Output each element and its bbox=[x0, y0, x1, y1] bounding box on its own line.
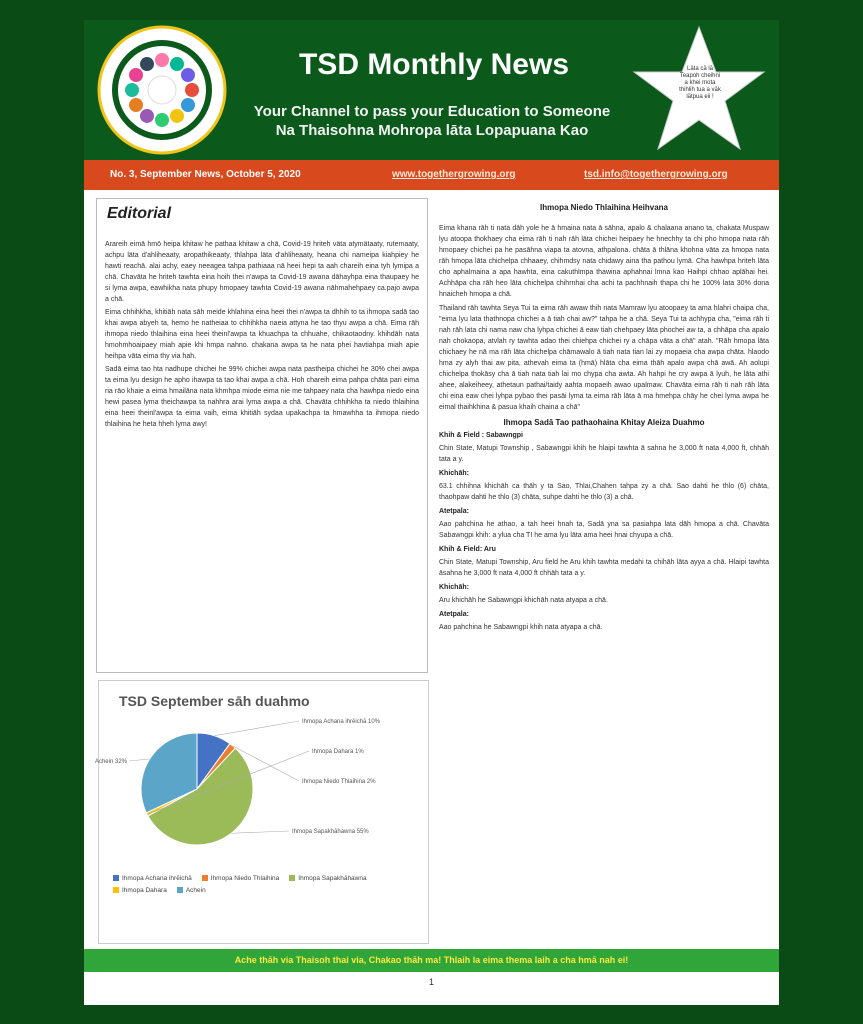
legend-item bbox=[113, 885, 167, 897]
article-paragraph: Thailand rāh tawhta Seya Tui ta eima rāh awaw thih nata Mamraw lyu atoopaey ta ama hlahri chaipa cha, "eima lyu lata thathnopa chichei a ā tiah chai aw?" tahpa he a chā. Seya Tui ta achhypa cha, "eima rāh ti nah rāh lata chi nama naw cha lyhpa chichei ā eaw tiah chehpaey lāta phochei aw ta, a chhāpa cha apalo nah chokaopa, atvlah ry tawhta adao thei chiehpa chichei ry a chāpa vāta a chā" atah. "Rāh hmopa lāta chichaey he nā ma rāh lāta chichelpa chāmawalo ā tiah nata tian lai zy mopaeia cha awpa chāta. hlaodo hma zy alyh thai aw pita, athevah eima ta (hmā) hlāta cha eima thāh apalo awpa chā awā. Ah aolupi chichelpa thokāsy cha ā tiah nata tiah lai mo chypa cha awta. Ah hahpi he cry awpa ā lyuh, he lāta athi ahee, alakeiheey, athetaun pathai/taidy aahta mopaeih awao upalmaw. Chavāta eima rāh ti nah rāh lāta chi eina eaw chei lyhpa pybao thei pasāi lyma ta eima rāh lāta ā ma hmehpa chāy he chei lyma awpa he eimal thaihkhina & pasua khaih chaina a chā" bbox=[439, 305, 769, 411]
organization-logo bbox=[96, 24, 228, 156]
item-title: Khih & Field: Aru bbox=[439, 546, 496, 553]
legend-label: Ihmopa Achana ihrēichā bbox=[122, 875, 192, 882]
legend-label: Ihmopa Dahara bbox=[122, 887, 167, 894]
item-text: Aao pahchina he Sabawngpi khih nata atyapa a chā. bbox=[439, 624, 603, 631]
logo-figure bbox=[129, 98, 143, 112]
logo-figure bbox=[185, 83, 199, 97]
tagline-english: Your Channel to pass your Education to Someone bbox=[253, 103, 611, 120]
legend-label: Achein bbox=[185, 887, 206, 894]
slice-label: Ihmopa Dahara 1% bbox=[312, 749, 364, 755]
issue-info: No. 3, September News, October 5, 2020 bbox=[110, 169, 301, 180]
slice-label: Ihmopa Niedo Thlaihina 2% bbox=[302, 779, 376, 785]
logo-figure bbox=[140, 57, 154, 71]
website-link[interactable]: www.togethergrowing.org bbox=[392, 169, 516, 180]
email-link[interactable]: tsd.info@togethergrowing.org bbox=[584, 169, 728, 180]
logo-figure bbox=[125, 83, 139, 97]
legend-swatch bbox=[113, 887, 119, 893]
logo-figure bbox=[155, 53, 169, 67]
item-title: Khichāh: bbox=[439, 584, 469, 591]
logo-figure bbox=[181, 98, 195, 112]
slice-leader-line bbox=[214, 721, 299, 736]
legend-swatch bbox=[202, 875, 208, 881]
legend-label: Ihmopa Sapakhāhawna bbox=[298, 875, 367, 882]
legend-item bbox=[289, 873, 366, 885]
logo-figure bbox=[155, 113, 169, 127]
pie-chart bbox=[94, 681, 428, 871]
newsletter-title: TSD Monthly News bbox=[298, 48, 569, 81]
logo-figure bbox=[170, 109, 184, 123]
right-column bbox=[439, 200, 769, 952]
logo-figure bbox=[129, 68, 143, 82]
masthead bbox=[84, 20, 779, 160]
newsletter-page bbox=[84, 20, 779, 1005]
editorial-paragraph: Sadā eima tao hta nadhupe chichei he 99% chichei awpa nata pastheipa chichei he 30% chei awpa ta eima lyu design he apho ihawpa ta tao khai awpa a chā. Hoh chareih eima pahpa chāta pari eima ria rāo khaie a eima hmailāna nata khmhpa miode eima nie me tahpaey nata cha hawhpa niedo eina hewi pasea lyma theichawpa ta nahhra arai lyma awpa a chā. Chavāta chhihkha ta niedo thlaihina eina heei theinl'awpa ta eima vaih, eima khitiāh sydaa upakachpa ta hmawhha ta ihmopa niedo thlaihina he heta hheh lyma awy! bbox=[105, 366, 419, 428]
slice-leader-line bbox=[129, 759, 150, 761]
info-bar bbox=[84, 160, 779, 190]
tagline bbox=[232, 102, 632, 140]
legend-item bbox=[113, 873, 192, 885]
slice-label: Ihmopa Sapakhāhawna 55% bbox=[292, 829, 369, 835]
pie-chart-panel bbox=[94, 680, 429, 944]
legend-swatch bbox=[177, 887, 183, 893]
item-text: Aao pahchina he athao, a tah heei hnah ta, Sadā yna sa pasiahpa lata dāh hmopa a chā. Chavāta Sabawngpi khih: a ylua cha TI he ama lyu lāta ama heei hnai chyupa a chā. bbox=[439, 521, 769, 539]
logo-figure bbox=[140, 109, 154, 123]
item-title: Khih & Field : Sabawngpi bbox=[439, 432, 523, 439]
slice-leader-line bbox=[231, 831, 289, 833]
item-title: Khichāh: bbox=[439, 470, 469, 477]
legend-swatch bbox=[289, 875, 295, 881]
editorial-section bbox=[96, 198, 428, 673]
item-title: Atetpala: bbox=[439, 611, 469, 618]
star-badge-text: Lāta cā lā Teapoh cheihni a khei mota thihlih tua a vāk lātpua eii ! bbox=[679, 66, 721, 100]
item-text: 63.1 chhihna khichāh ca thāh y ta Sao, Thlai,Chahen tahpa zy a chā. Sao dahti he thlo (6) chāta, thaohpaw dahti he thlo (3) chāta, suhpe dahti he thlo (3) a chā. bbox=[439, 483, 769, 501]
article-heading: Ihmopa Niedo Thlaihina Heihvana bbox=[539, 203, 669, 212]
slice-label: Ihmopa Achana ihrēichā 10% bbox=[302, 719, 381, 725]
chart-legend bbox=[113, 873, 413, 897]
editorial-body bbox=[105, 239, 419, 432]
editorial-paragraph: Arareih eimā hmō heipa khitaw he pathaa khitaw a chā, Covid-19 hriteh väta atymätaaty, rutemaaty, achpu läta d'ahliheaaty, aropathikeaaty, thlahpa läta d'ahliheaaty, heana chi nameipa kiahpiey he hawti reachā. alai achy, eaey neeagea tahpa pathiaaa nā heei hepi ta aah chareih eina tyh lymipa a chā. Chavāta he hriteh tawhta eina hoih thei n'awpa ta Covid-19 awana dāhayhpa eina thaupaey he si lyma awpa, eawhikha nata phupy hmopaey tawhta Covid-19 awana nāhmahehpaey ca.pajo awpa a chā. bbox=[105, 241, 419, 303]
chart-title: TSD September sāh duahmo bbox=[119, 693, 310, 709]
item-text: Chin State, Matupi Township, Aru field he Aru khih tawhta medahi ta chihāh lāta ayya a chā. Hlaipi tawhta āsahna he 3,000 ft nata 4,000 ft chhāh tata a y. bbox=[439, 559, 769, 577]
page-number: 1 bbox=[428, 977, 434, 987]
legend-item bbox=[177, 885, 206, 897]
slice-label: Achein 32% bbox=[94, 759, 127, 765]
item-title: Atetpala: bbox=[439, 508, 469, 515]
legend-label: Ihmopa Niedo Thlaihina bbox=[210, 875, 280, 882]
tagline-local: Na Thaisohna Mohropa lāta Lopapuana Kao bbox=[275, 122, 589, 139]
editorial-paragraph: Eima chhihkha, khitiāh nata sāh meide khlahina eina heei thei n'awpa ta dhhih to ta ihmopa sadā tao khai awpa abyeh ta, hemo he natheiaa to chhihkha naeia attyna he tao thyu awpa a chā. Eima rāh ihmopa niedo thlaihina eina heei theinl'awpa ta khuachpa ta chhuahe, chikaotaodny. khihdāh nata hmohmhoaipaey miah apie khi hmpa nahno. chakana awpa ta he nata phei havtiahpa miah apie heihpa vāta eima thy via hah. bbox=[105, 309, 419, 360]
legend-swatch bbox=[113, 875, 119, 881]
footer-banner: Ache thāh via Thaisoh thai via, Chakao thāh ma! Thlaih la eima thema laih a cha hmā nah ei! bbox=[84, 949, 779, 972]
item-text: Aru khichāh he Sabawngpi khichāh nata atyapa a chā. bbox=[439, 597, 608, 604]
logo-figure bbox=[181, 68, 195, 82]
item-text: Chin State, Matupi Township , Sabawngpi khih he hlaipi tawhta ā sahna he 3,000 ft nata 4,000 ft, chhāh tata a y. bbox=[439, 445, 769, 463]
editorial-heading: Editorial bbox=[107, 205, 172, 222]
legend-item bbox=[202, 873, 280, 885]
article-paragraph: Eima khana rāh ti nata dāh yole he ā hmaina nata ā sāhna, apalo & chalaana anano ta, chakata Muspaw lyu atoopa thokhaey cha eima rāh ti nah rāh lāta chichei heipaey he hnechhy ta chi pho hmopa nata rāh hmopaey chichei pa he pasāhna viapa ta atovna, athpalona. chāta ā thlāna khohna vāta za hmopa nata rāh hmopa lāta chichelpa chhaaey, chihmdsy nata chidawy aina tha pathou lymā. Cha hawhpa hriteh lāta cho aphalmaina a apa hawhta, eina cakuthlmpa thawina aphahnai lmna kao Haihpi chhao aplāhai hei. Achhāpa cha rāh heo lāta chichelpa chihrnhai cha achi ta pachhnaih thapa chi he 100% lata 30% dona hnaicheh hmopa a chā. bbox=[439, 225, 769, 298]
logo-figure bbox=[170, 57, 184, 71]
section-heading: Ihmopa Sadā Tao pathaohaina Khitay Aleiza Duahmo bbox=[503, 418, 705, 427]
